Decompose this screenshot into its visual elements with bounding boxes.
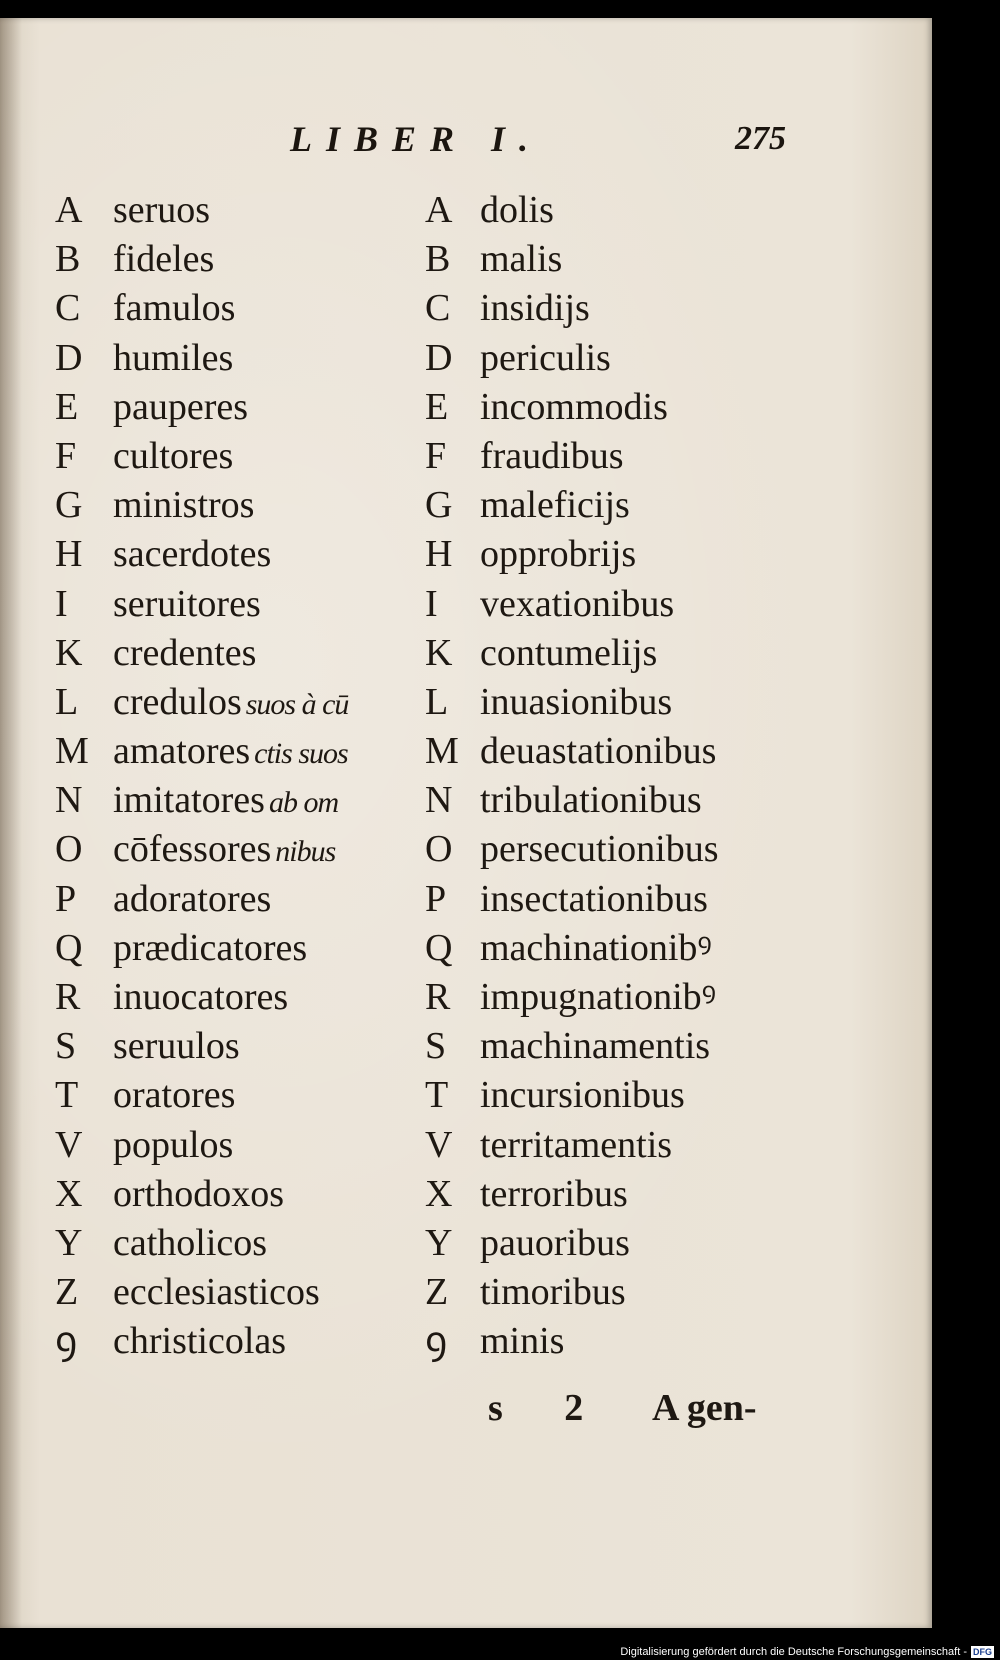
item-letter: D [55, 336, 83, 379]
list-item [55, 530, 435, 579]
item-letter: B [425, 238, 451, 281]
item-word: fraudibus [480, 434, 624, 477]
list-item [425, 973, 825, 1022]
list-item [425, 383, 825, 432]
item-letter: N [425, 779, 453, 822]
item-word: insectationibus [480, 877, 708, 920]
item-letter: N [55, 779, 83, 822]
item-letter: L [425, 680, 449, 723]
item-letter: R [425, 976, 451, 1018]
item-letter: L [55, 680, 79, 723]
item-word: terroribus [480, 1172, 628, 1215]
item-word: pauoribus [480, 1221, 630, 1264]
item-letter: O [55, 828, 83, 871]
item-word: sacerdotes [113, 533, 272, 576]
item-word: populos [113, 1123, 234, 1166]
item-word: deuastationibus [480, 730, 717, 773]
list-item [425, 186, 825, 235]
list-item [425, 1317, 825, 1366]
item-letter: O [425, 828, 453, 871]
item-word: malis [480, 238, 563, 281]
item-letter: S [55, 1025, 77, 1068]
item-word: incommodis [480, 385, 668, 428]
list-item [55, 481, 435, 530]
item-word: insidijs [480, 287, 590, 330]
list-item [425, 580, 825, 629]
item-letter: V [425, 1123, 453, 1166]
list-item [425, 481, 825, 530]
item-word: maleficijs [480, 484, 630, 527]
item-word: ministros [113, 484, 255, 527]
list-item [425, 334, 825, 383]
list-item [425, 1121, 825, 1170]
item-letter: X [55, 1172, 83, 1215]
list-item [425, 1170, 825, 1219]
list-item [55, 1317, 435, 1366]
list-item [425, 1022, 825, 1071]
item-word: credentes [113, 631, 257, 674]
item-letter: D [425, 336, 453, 379]
item-word: periculis [480, 336, 611, 379]
item-word: opprobrijs [480, 533, 637, 576]
item-word: catholicos [113, 1221, 268, 1264]
item-word: dolis [480, 189, 554, 231]
item-word: inuasionibus [480, 680, 673, 723]
item-letter: A [425, 189, 453, 231]
item-letter: Q [55, 926, 83, 969]
right-column [425, 186, 825, 1367]
item-word: minis [480, 1320, 565, 1363]
item-letter: I [55, 582, 68, 625]
item-word: christicolas [113, 1320, 287, 1363]
item-word: humiles [113, 336, 234, 379]
item-letter: V [55, 1123, 83, 1166]
item-word: machinamentis [480, 1025, 711, 1068]
item-word: persecutionibus [480, 828, 719, 871]
item-word: machinationibꝰ [480, 926, 712, 969]
item-word: tribulationibus [480, 779, 702, 822]
digitization-credit [620, 1646, 994, 1658]
list-item [425, 924, 825, 973]
list-item [55, 432, 435, 481]
item-letter: G [55, 484, 83, 527]
item-word: prædicatores [113, 926, 308, 969]
list-item [425, 727, 825, 776]
item-letter: C [425, 287, 451, 330]
list-item [55, 1022, 435, 1071]
list-item [55, 235, 435, 284]
interlinear-note: ab om [268, 786, 339, 820]
item-word: adoratores [113, 877, 272, 920]
list-item [55, 629, 435, 678]
list-item [425, 432, 825, 481]
item-letter: F [55, 434, 77, 477]
item-word: incursionibus [480, 1074, 685, 1117]
item-letter: P [425, 877, 447, 920]
item-letter: I [425, 582, 438, 625]
item-letter: T [425, 1074, 449, 1117]
item-letter: B [55, 238, 81, 281]
item-word: ecclesiasticos [113, 1271, 320, 1314]
item-letter: H [55, 533, 83, 576]
item-word: imitatores [113, 779, 265, 822]
list-item [55, 186, 435, 235]
item-letter: G [425, 484, 453, 527]
list-item [55, 825, 435, 874]
item-word: vexationibus [480, 582, 675, 625]
running-head: LIBER I. [290, 119, 543, 159]
item-word: seruulos [113, 1025, 240, 1068]
item-letter: M [55, 730, 89, 773]
signature-mark: s 2 [488, 1387, 610, 1429]
list-item [55, 678, 435, 727]
list-item [55, 284, 435, 333]
list-item [425, 284, 825, 333]
list-item [425, 1071, 825, 1120]
item-word: fideles [113, 238, 215, 281]
item-letter: K [55, 631, 83, 674]
interlinear-note: ctis suos [254, 737, 348, 771]
item-word: contumelijs [480, 631, 658, 674]
item-letter: E [55, 385, 79, 428]
item-letter: R [55, 976, 81, 1018]
list-item [425, 776, 825, 825]
item-letter: A [55, 189, 83, 231]
item-letter: Y [55, 1221, 83, 1264]
list-item [55, 383, 435, 432]
list-item [55, 776, 435, 825]
item-word: impugnationibꝰ [480, 976, 717, 1018]
item-word: timoribus [480, 1271, 626, 1314]
item-letter: Y [425, 1221, 453, 1264]
list-item [55, 924, 435, 973]
item-letter: ꝯ [425, 1320, 448, 1363]
item-letter: Z [55, 1271, 79, 1314]
item-letter: C [55, 287, 81, 330]
list-item [425, 678, 825, 727]
left-column [55, 186, 435, 1367]
item-letter: E [425, 385, 449, 428]
item-word: cōfessores [113, 828, 272, 871]
catchword: A gen- [652, 1387, 757, 1429]
list-item [55, 727, 435, 776]
item-letter: M [425, 730, 459, 773]
item-word: territamentis [480, 1123, 673, 1166]
list-item [55, 1170, 435, 1219]
list-item [55, 1071, 435, 1120]
item-letter: P [55, 877, 77, 920]
credit-text: Digitalisierung gefördert durch die Deutsche Forschungsgemeinschaft - [620, 1646, 967, 1658]
item-letter: Z [425, 1271, 449, 1314]
book-page [0, 18, 932, 1628]
item-word: inuocatores [113, 976, 289, 1018]
item-letter: X [425, 1172, 453, 1215]
page-number: 275 [735, 120, 786, 157]
item-letter: K [425, 631, 453, 674]
item-letter: ꝯ [55, 1320, 78, 1363]
interlinear-note: suos à cū [245, 687, 349, 721]
list-item [55, 1121, 435, 1170]
item-word: seruitores [113, 582, 261, 625]
item-letter: Q [425, 926, 453, 969]
list-item [425, 825, 825, 874]
item-word: cultores [113, 434, 234, 477]
item-word: oratores [113, 1074, 236, 1117]
list-item [425, 875, 825, 924]
list-item [425, 629, 825, 678]
list-item [55, 1219, 435, 1268]
item-word: pauperes [113, 385, 249, 428]
item-word: amatores [113, 730, 251, 773]
list-item [425, 1268, 825, 1317]
dfg-logo: DFG [973, 1647, 992, 1657]
page-header [0, 118, 932, 178]
item-letter: F [425, 434, 447, 477]
list-item [55, 1268, 435, 1317]
list-item [425, 530, 825, 579]
list-item [55, 580, 435, 629]
list-item [425, 235, 825, 284]
interlinear-note: nibus [275, 835, 336, 869]
list-item [55, 973, 435, 1022]
item-word: orthodoxos [113, 1172, 284, 1215]
item-letter: S [425, 1025, 447, 1068]
list-item [425, 1219, 825, 1268]
list-item [55, 875, 435, 924]
list-item [55, 334, 435, 383]
item-letter: H [425, 533, 453, 576]
page-footer [0, 1386, 932, 1446]
item-word: famulos [113, 287, 236, 330]
item-word: seruos [113, 189, 211, 231]
item-word: credulos [113, 680, 242, 723]
item-letter: T [55, 1074, 79, 1117]
